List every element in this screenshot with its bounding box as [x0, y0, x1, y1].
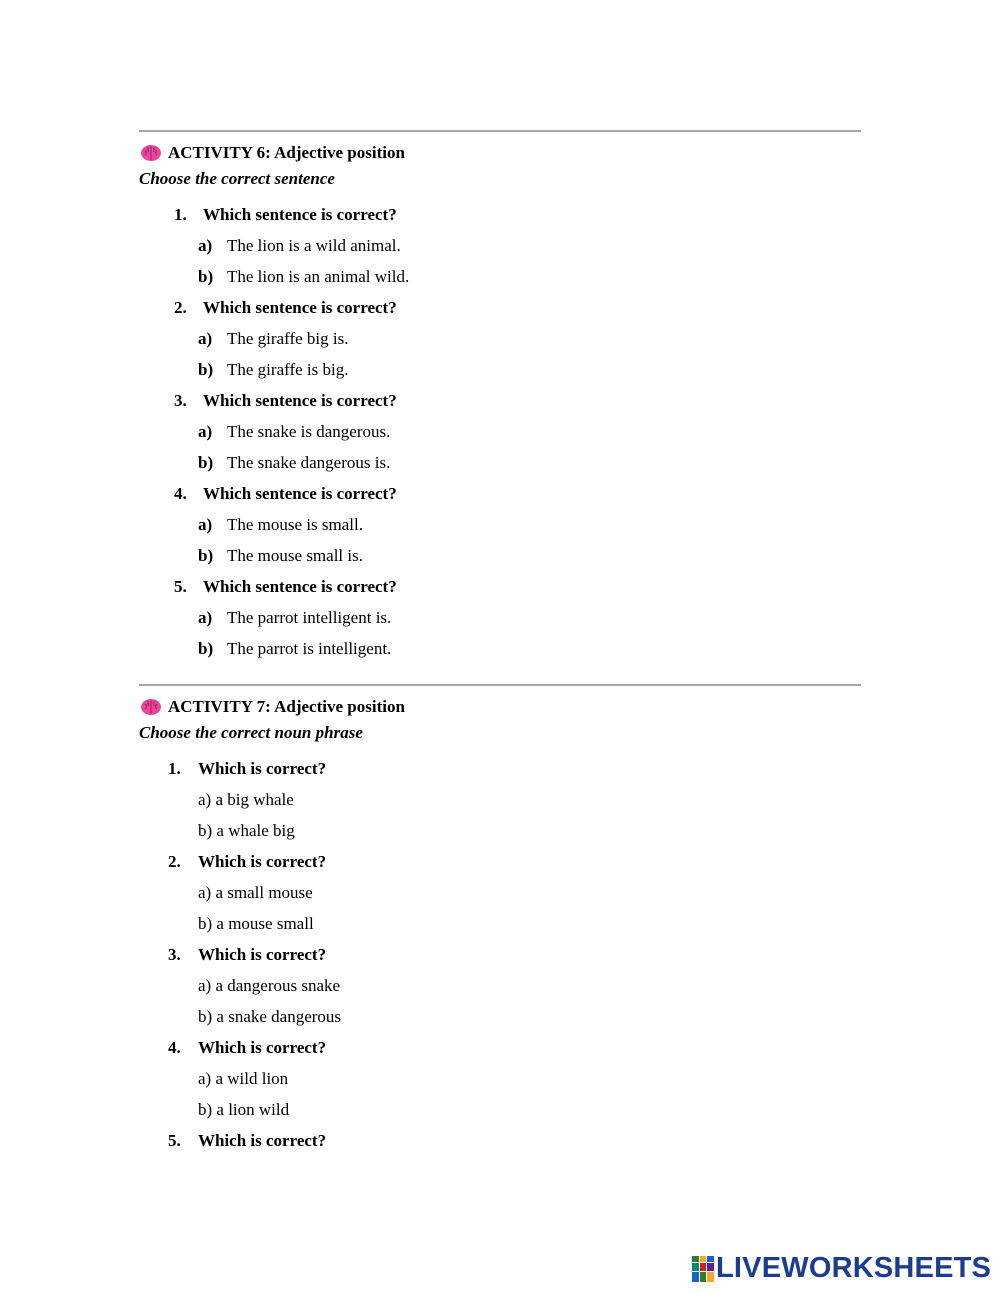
option-7-4-a[interactable]: a) a wild lion [198, 1069, 289, 1088]
option-7-1-a[interactable]: a) a big whale [198, 790, 294, 809]
liveworksheets-icon [692, 1256, 714, 1282]
liveworksheets-logo [692, 1252, 991, 1285]
option-6-2-a[interactable]: a) The giraffe big is. [198, 329, 349, 348]
option-6-5-a[interactable]: a) The parrot intelligent is. [198, 608, 392, 627]
question-7-5: 5. Which is correct? [168, 1131, 327, 1150]
option-6-2-b[interactable]: b) The giraffe is big. [198, 360, 349, 379]
question-6-2: 2. Which sentence is correct? [174, 298, 397, 317]
option-7-1-b[interactable]: b) a whale big [198, 821, 295, 840]
option-6-1-b[interactable]: b) The lion is an animal wild. [198, 267, 410, 286]
question-7-4: 4. Which is correct? [168, 1038, 327, 1057]
option-7-2-a[interactable]: a) a small mouse [198, 883, 313, 902]
brain-icon [140, 698, 162, 716]
option-6-5-b[interactable]: b) The parrot is intelligent. [198, 639, 392, 658]
activity-6-heading [140, 143, 405, 163]
logo-wordmark: LIVEWORKSHEETS [716, 1252, 992, 1284]
option-6-4-b[interactable]: b) The mouse small is. [198, 546, 363, 565]
activity-6-instructions: Choose the correct sentence [139, 169, 335, 188]
question-7-2: 2. Which is correct? [168, 852, 327, 871]
question-7-3: 3. Which is correct? [168, 945, 327, 964]
question-6-1: 1. Which sentence is correct? [174, 205, 397, 224]
option-7-3-a[interactable]: a) a dangerous snake [198, 976, 341, 995]
question-6-3: 3. Which sentence is correct? [174, 391, 397, 410]
brain-icon [140, 144, 162, 162]
option-6-3-b[interactable]: b) The snake dangerous is. [198, 453, 391, 472]
option-7-3-b[interactable]: b) a snake dangerous [198, 1007, 342, 1026]
option-6-3-a[interactable]: a) The snake is dangerous. [198, 422, 391, 441]
option-7-2-b[interactable]: b) a mouse small [198, 914, 314, 933]
activity-6-title: ACTIVITY 6: Adjective position [168, 143, 405, 162]
question-6-4: 4. Which sentence is correct? [174, 484, 397, 503]
activity-7-title: ACTIVITY 7: Adjective position [168, 697, 405, 716]
section-divider [139, 684, 861, 686]
option-6-4-a[interactable]: a) The mouse is small. [198, 515, 363, 534]
question-7-1: 1. Which is correct? [168, 759, 327, 778]
question-6-5: 5. Which sentence is correct? [174, 577, 397, 596]
activity-7-instructions: Choose the correct noun phrase [139, 723, 363, 742]
option-7-4-b[interactable]: b) a lion wild [198, 1100, 290, 1119]
section-divider [139, 130, 861, 132]
activity-7-heading [140, 697, 405, 717]
option-6-1-a[interactable]: a) The lion is a wild animal. [198, 236, 401, 255]
